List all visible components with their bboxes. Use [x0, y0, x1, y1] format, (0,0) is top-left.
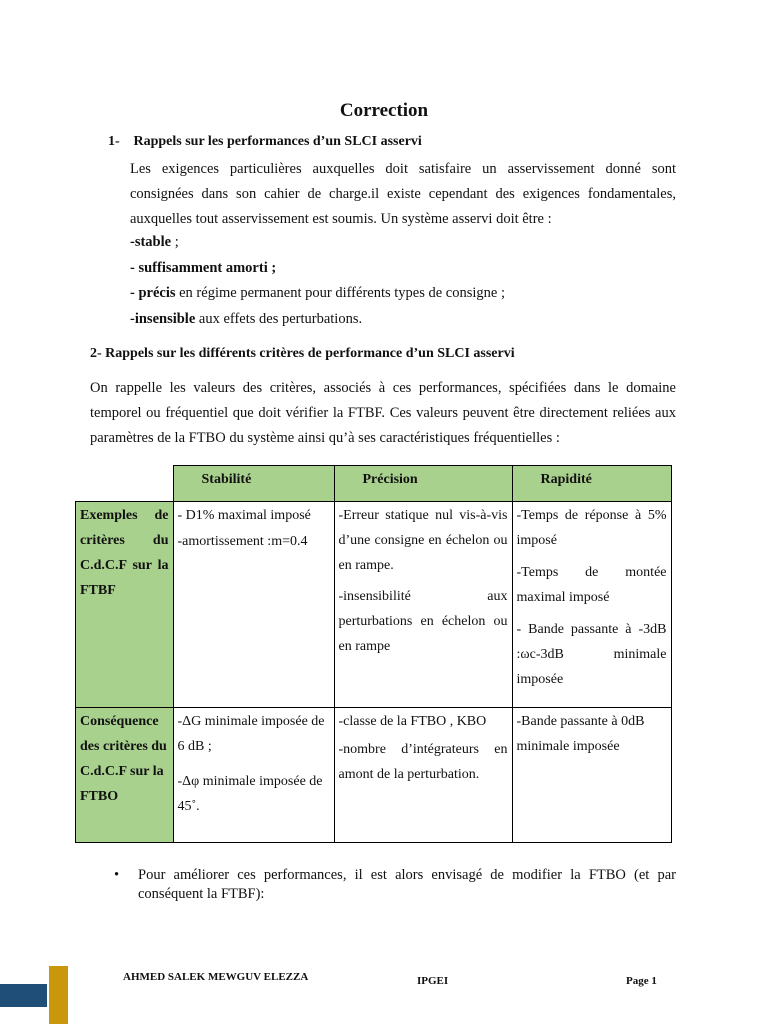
list-item-bold: - précis: [130, 285, 176, 301]
list-item-bold: -insensible: [130, 310, 196, 327]
cell-line: - D1% maximal imposé: [177, 508, 311, 523]
list-item-text: en régime permanent pour différents types de consigne ;: [175, 285, 505, 301]
cell-line: -amortissement :m=0.4: [177, 534, 308, 549]
table-header-row: [76, 466, 672, 502]
page-title: Correction: [339, 100, 429, 121]
requirements-list: [130, 230, 505, 332]
section-1-number: 1-: [108, 134, 120, 149]
cell-rapidite: [512, 502, 671, 708]
footer-school: IPGEI: [417, 975, 449, 987]
list-item: [130, 230, 505, 256]
row-label-exemples: Exemples de critères du C.d.C.F sur la FTBF: [76, 502, 174, 708]
cell-line: -ΔG minimale imposée de 6 dB ;: [177, 714, 325, 754]
section-1-heading: [108, 134, 422, 150]
footer-gold-bar: [49, 966, 68, 1024]
list-item-bold: - suffisamment amorti ;: [130, 259, 277, 276]
cell-line: -Bande passante à 0dB minimale imposée: [516, 714, 645, 754]
list-item-text: aux effets des perturbations.: [195, 310, 363, 327]
performance-table: [75, 465, 672, 843]
section-1-heading-text: Rappels sur les performances d’un SLCI asservi: [133, 134, 422, 149]
cell-rapidite: [512, 708, 671, 843]
footer-blue-bar: [0, 984, 47, 1007]
table-row: [76, 708, 672, 843]
bullet-item: [114, 866, 676, 904]
cell-line: - Bande passante à -3dB :ωc-3dB minimale imposée: [516, 622, 667, 687]
table-corner: [76, 466, 174, 502]
section-2-heading: 2- Rappels sur les différents critères de performance d’un SLCI asservi: [90, 346, 515, 361]
cell-stabilite: [173, 708, 334, 843]
cell-line: -Temps de réponse à 5% imposé: [516, 508, 667, 548]
cell-line: -Erreur statique nul vis-à-vis d’une consigne en échelon ou en rampe.: [338, 508, 508, 573]
cell-line: -insensibilité aux perturbations en échelon ou en rampe: [338, 589, 508, 654]
header-precision: Précision: [334, 466, 512, 502]
footer-page-number: Page 1: [626, 975, 657, 987]
header-rapidite: Rapidité: [512, 466, 671, 502]
row-label-consequence: Conséquence des critères du C.d.C.F sur la FTBO: [76, 708, 174, 843]
cell-precision: [334, 708, 512, 843]
list-item-bold: -stable: [130, 234, 172, 250]
header-stabilite: Stabilité: [173, 466, 334, 502]
cell-line: -Δφ minimale imposée de 45˚.: [177, 774, 323, 814]
list-item-text: ;: [171, 234, 179, 250]
cell-precision: [334, 502, 512, 708]
section-1-paragraph: Les exigences particulières auxquelles doit satisfaire un asservissement donné sont consignées dans son cahier de charge.il existe cependant des exigences fondamentales, auxquelles tout asservissement est soumis. Un système asservi doit être :: [130, 161, 676, 227]
cell-line: -classe de la FTBO , KBO: [338, 714, 487, 729]
cell-stabilite: [173, 502, 334, 708]
footer-author: AHMED SALEK MEWGUV ELEZZA: [123, 971, 309, 983]
section-2-paragraph: On rappelle les valeurs des critères, associés à ces performances, spécifiées dans le domaine temporel ou fréquentiel que doit vérifier la FTBF. Ces valeurs peuvent être directement reliées aux paramètres de la FTBO du système ainsi qu’à ses caractéristiques fréquentielles :: [90, 380, 676, 446]
cell-line: -nombre d’intégrateurs en amont de la perturbation.: [338, 742, 508, 782]
bullet-dot-icon: •: [114, 867, 120, 883]
cell-line: -Temps de montée maximal imposé: [516, 565, 667, 605]
list-item: [130, 281, 505, 307]
table-row: [76, 502, 672, 708]
list-item: [130, 256, 505, 282]
list-item: [130, 307, 505, 333]
bullet-text: Pour améliorer ces performances, il est alors envisagé de modifier la FTBO (et par conséquent la FTBF):: [138, 867, 676, 902]
